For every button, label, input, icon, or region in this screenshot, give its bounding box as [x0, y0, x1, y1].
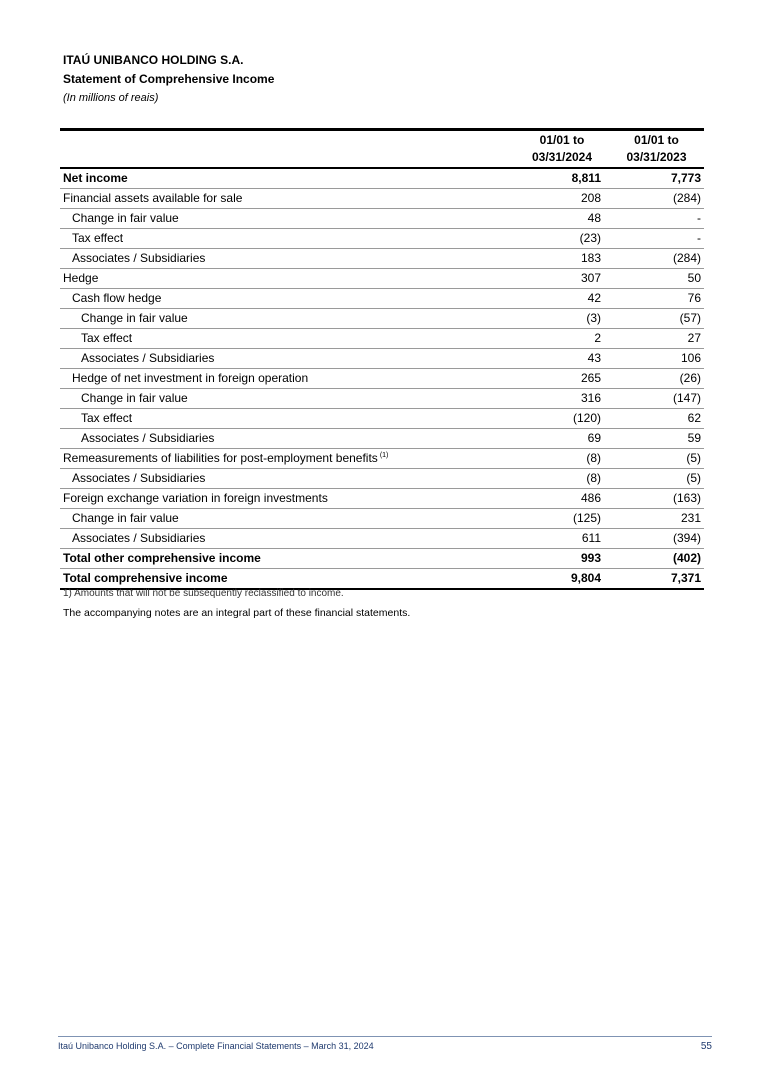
row-label-text: Remeasurements of liabilities for post-employment benefits — [63, 451, 378, 465]
row-label: Tax effect — [60, 329, 515, 349]
value-2023: (284) — [609, 249, 704, 269]
value-2023: (5) — [609, 449, 704, 469]
notes-statement: The accompanying notes are an integral part of these financial statements. — [63, 607, 411, 619]
value-2023: 7,371 — [609, 569, 704, 590]
value-2024: (23) — [515, 229, 609, 249]
row-label: Change in fair value — [60, 209, 515, 229]
column-header-2024-line2: 03/31/2024 — [531, 150, 593, 164]
row-label: Associates / Subsidiaries — [60, 529, 515, 549]
value-2024: (8) — [515, 469, 609, 489]
table-header-row — [60, 130, 704, 169]
value-2023: (284) — [609, 189, 704, 209]
value-2023: (5) — [609, 469, 704, 489]
row-net-income — [60, 168, 704, 189]
value-2024: (8) — [515, 449, 609, 469]
row-label: Net income — [60, 168, 515, 189]
row-label: Tax effect — [60, 229, 515, 249]
value-2023: (57) — [609, 309, 704, 329]
header-blank — [60, 130, 515, 169]
value-2023: (147) — [609, 389, 704, 409]
row-label: Associates / Subsidiaries — [60, 469, 515, 489]
row-label: Cash flow hedge — [60, 289, 515, 309]
row-label: Associates / Subsidiaries — [60, 429, 515, 449]
row-label: Hedge of net investment in foreign operation — [60, 369, 515, 389]
footnote-ref: (1) — [379, 452, 389, 459]
value-2024: 307 — [515, 269, 609, 289]
value-2024: 42 — [515, 289, 609, 309]
row-cfh-associates — [60, 349, 704, 369]
row-cfh-tax-effect — [60, 329, 704, 349]
footer-divider — [58, 1036, 712, 1037]
row-net-investment-hedge — [60, 369, 704, 389]
value-2024: 183 — [515, 249, 609, 269]
value-2024: 993 — [515, 549, 609, 569]
value-2023: 62 — [609, 409, 704, 429]
company-name: ITAÚ UNIBANCO HOLDING S.A. — [63, 53, 244, 67]
row-rem-associates — [60, 469, 704, 489]
page-number: 55 — [700, 1041, 712, 1052]
value-2023: 231 — [609, 509, 704, 529]
row-label — [60, 449, 515, 469]
value-2024: 48 — [515, 209, 609, 229]
value-2024: 208 — [515, 189, 609, 209]
value-2023: - — [609, 229, 704, 249]
row-nih-change-fair-value — [60, 389, 704, 409]
footer-text: Itaú Unibanco Holding S.A. – Complete Financial Statements – March 31, 2024 — [58, 1041, 374, 1051]
value-2023: 7,773 — [609, 168, 704, 189]
row-nih-tax-effect — [60, 409, 704, 429]
value-2023: (402) — [609, 549, 704, 569]
value-2024: 8,811 — [515, 168, 609, 189]
value-2024: 9,804 — [515, 569, 609, 590]
row-cfh-change-fair-value — [60, 309, 704, 329]
row-total-comprehensive — [60, 569, 704, 590]
value-2024: 265 — [515, 369, 609, 389]
row-hedge — [60, 269, 704, 289]
row-label: Total other comprehensive income — [60, 549, 515, 569]
value-2024: 43 — [515, 349, 609, 369]
row-remeasurements — [60, 449, 704, 469]
row-label: Associates / Subsidiaries — [60, 249, 515, 269]
row-label: Foreign exchange variation in foreign investments — [60, 489, 515, 509]
value-2023: (163) — [609, 489, 704, 509]
column-header-2023-line1: 01/01 to — [634, 133, 679, 147]
row-label: Tax effect — [60, 409, 515, 429]
row-label: Hedge — [60, 269, 515, 289]
row-label: Total comprehensive income — [60, 569, 515, 590]
value-2023: 106 — [609, 349, 704, 369]
value-2023: 50 — [609, 269, 704, 289]
row-financial-assets — [60, 189, 704, 209]
row-label: Change in fair value — [60, 309, 515, 329]
row-label: Change in fair value — [60, 389, 515, 409]
row-cash-flow-hedge — [60, 289, 704, 309]
row-label: Financial assets available for sale — [60, 189, 515, 209]
row-fa-tax-effect — [60, 229, 704, 249]
value-2023: (394) — [609, 529, 704, 549]
value-2024: (120) — [515, 409, 609, 429]
row-fa-change-fair-value — [60, 209, 704, 229]
value-2023: - — [609, 209, 704, 229]
row-fx-change-fair-value — [60, 509, 704, 529]
row-fa-associates — [60, 249, 704, 269]
row-label: Change in fair value — [60, 509, 515, 529]
statement-subtitle: (In millions of reais) — [63, 92, 159, 104]
row-fx-associates — [60, 529, 704, 549]
value-2024: 316 — [515, 389, 609, 409]
comprehensive-income-table — [60, 128, 704, 590]
column-header-2024-line1: 01/01 to — [539, 133, 585, 147]
value-2024: 611 — [515, 529, 609, 549]
column-header-2023 — [609, 130, 704, 169]
value-2024: 69 — [515, 429, 609, 449]
value-2024: 486 — [515, 489, 609, 509]
value-2024: (125) — [515, 509, 609, 529]
statement-title: Statement of Comprehensive Income — [63, 72, 275, 86]
row-nih-associates — [60, 429, 704, 449]
value-2023: (26) — [609, 369, 704, 389]
footnote: 1) Amounts that will not be subsequently reclassified to income. — [63, 588, 344, 599]
column-header-2024 — [515, 130, 609, 169]
row-total-other-comprehensive — [60, 549, 704, 569]
value-2023: 59 — [609, 429, 704, 449]
value-2024: (3) — [515, 309, 609, 329]
value-2023: 27 — [609, 329, 704, 349]
row-label: Associates / Subsidiaries — [60, 349, 515, 369]
value-2023: 76 — [609, 289, 704, 309]
value-2024: 2 — [515, 329, 609, 349]
column-header-2023-line2: 03/31/2023 — [626, 150, 687, 164]
row-fx-variation — [60, 489, 704, 509]
